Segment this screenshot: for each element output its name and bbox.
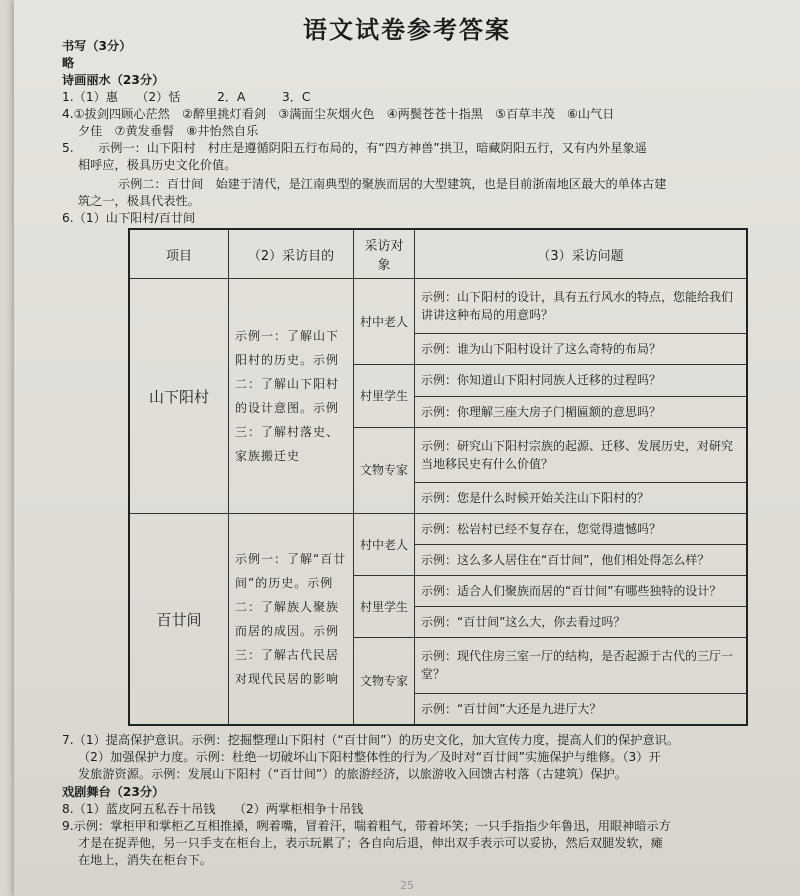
question-cell: 示例：松岩村已经不复存在，您觉得遗憾吗？ <box>415 514 748 545</box>
target-cell: 村中老人 <box>354 514 415 576</box>
question-cell: 示例：“百廿间”大还是九进厅大？ <box>415 693 748 725</box>
answer-q5-line2: 相呼应，极具历史文化价值。 <box>78 158 237 172</box>
answer-q9-line2: 才是在捉弄他，另一只手支在柜台上，表示玩累了；各自向后退，伸出双手表示可以妥协，然后双腿发软，瘫 <box>78 836 663 850</box>
answer-q7-line2: （2）加强保护力度。示例：杜绝一切破坏山下阳村整体性的行为／及时对“百廿间”实施保护与维修。（3）开 <box>78 750 661 764</box>
page-title: 语文试卷参考答案 <box>303 16 511 44</box>
answer-q7-line3: 发旅游资源。示例：发展山下阳村（“百廿间”）的旅游经济，以旅游收入回馈古村落（古建筑）保护。 <box>78 767 627 781</box>
question-cell: 示例：研究山下阳村宗族的起源、迁移、发展历史，对研究当地移民史有什么价值？ <box>415 427 748 482</box>
question-cell: 示例：你理解三座大房子门楣匾额的意思吗？ <box>415 396 748 427</box>
purpose-cell: 示例一：了解山下阳村的历史。示例二：了解山下阳村的设计意图。示例三：了解村落史、家族搬迁史 <box>229 279 354 514</box>
answer-q4-line2: 夕佳 ⑦黄发垂髫 ⑧井怡然自乐 <box>78 124 259 138</box>
section-writing-answer: 略 <box>62 56 75 70</box>
answer-q6-1: 6.（1）山下阳村/百廿间 <box>62 211 196 225</box>
header-project: 项目 <box>129 229 229 279</box>
answer-q7-line1: 7.（1）提高保护意识。示例：挖掘整理山下阳村（“百廿间”）的历史文化，加大宣传力度，提高人们的保护意识。 <box>62 733 680 747</box>
answer-q5-line3: 示例二：百廿间 始建于清代，是江南典型的聚族而居的大型建筑，也是目前浙南地区最大的单体古建 <box>118 177 667 191</box>
interview-plan-table <box>128 228 748 726</box>
question-cell: 示例：这么多人居住在“百廿间”，他们相处得怎么样？ <box>415 545 748 576</box>
section-drama-heading: 戏剧舞台（23分） <box>62 785 165 799</box>
question-cell: 示例：现代住房三室一厅的结构，是否起源于古代的三厅一堂？ <box>415 638 748 693</box>
table-row <box>129 514 747 545</box>
question-cell: 示例：您是什么时候开始关注山下阳村的？ <box>415 482 748 513</box>
question-cell: 示例：谁为山下阳村设计了这么奇特的布局？ <box>415 334 748 365</box>
question-cell: 示例：山下阳村的设计，具有五行风水的特点，您能给我们讲讲这种布局的用意吗？ <box>415 279 748 334</box>
page-number: 25 <box>400 879 414 892</box>
header-questions: （3）采访问题 <box>415 229 748 279</box>
question-cell: 示例：“百廿间”这么大，你去看过吗？ <box>415 607 748 638</box>
project-cell: 百廿间 <box>129 514 229 726</box>
section-writing-heading: 书写（3分） <box>62 39 132 53</box>
target-cell: 文物专家 <box>354 427 415 513</box>
project-cell: 山下阳村 <box>129 279 229 514</box>
table-header-row <box>129 229 747 279</box>
answer-q5-line1: 5. 示例一：山下阳村 村庄是遵循阴阳五行布局的，有“四方神兽”拱卫，暗藏阴阳五行，又有内外星象遥 <box>62 141 647 155</box>
answer-q1-3: 1.（1）惠 （2）恬 2．A 3．C <box>62 90 311 104</box>
question-cell: 示例：适合人们聚族而居的“百廿间”有哪些独特的设计？ <box>415 576 748 607</box>
target-cell: 村里学生 <box>354 365 415 427</box>
target-cell: 村里学生 <box>354 576 415 638</box>
answer-sheet-page <box>14 0 800 896</box>
table-row <box>129 279 747 334</box>
answer-q5-line4: 筑之一，极具代表性。 <box>78 194 200 208</box>
answer-q8: 8.（1）蓝皮阿五私吞十吊钱 （2）两掌柜相争十吊钱 <box>62 802 364 816</box>
answer-q9-line1: 9.示例：掌柜甲和掌柜乙互相推搡，咧着嘴，冒着汗，喘着粗气，带着坏笑；一只手指指少年鲁迅，用眼神暗示方 <box>62 819 671 833</box>
target-cell: 村中老人 <box>354 279 415 365</box>
section-poetry-heading: 诗画丽水（23分） <box>62 73 165 87</box>
header-purpose: （2）采访目的 <box>229 229 354 279</box>
answer-q9-line3: 在地上，消失在柜台下。 <box>78 853 213 867</box>
header-target: 采访对象 <box>354 229 415 279</box>
target-cell: 文物专家 <box>354 638 415 725</box>
answer-q4-line1: 4.①拔剑四顾心茫然 ②醉里挑灯看剑 ③满面尘灰烟火色 ④两鬓苍苍十指黑 ⑤百草丰茂 ⑥山气日 <box>62 107 615 121</box>
purpose-cell: 示例一：了解“百廿间”的历史。示例二：了解族人聚族而居的成因。示例三：了解古代民居对现代民居的影响 <box>229 514 354 726</box>
question-cell: 示例：你知道山下阳村同族人迁移的过程吗？ <box>415 365 748 396</box>
